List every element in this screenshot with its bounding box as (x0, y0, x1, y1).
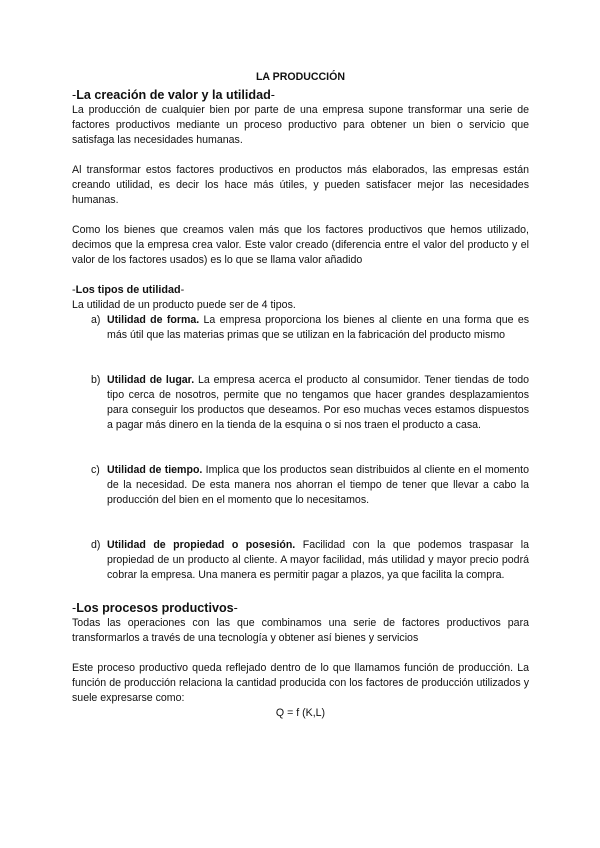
list-term: Utilidad de propiedad o posesión. (107, 539, 296, 551)
list-item (72, 313, 529, 343)
list-text: La empresa proporciona los bienes al cliente en una forma que es más útil que las materias primas que se utilizan en la fabricación del producto mismo (107, 314, 530, 341)
list-item (72, 538, 529, 583)
page-title: LA PRODUCCIÓN (255, 71, 346, 83)
section-heading-tipos: -Los tipos de utilidad- (72, 284, 185, 296)
paragraph: La utilidad de un producto puede ser de 4 tipos. (72, 299, 296, 311)
list-item (72, 463, 529, 508)
list-item (72, 373, 529, 433)
section-heading-valor: -La creación de valor y la utilidad- (72, 88, 275, 102)
production-formula: Q = f (K,L) (275, 707, 326, 719)
list-marker: d) (91, 539, 101, 551)
list-marker: c) (91, 464, 100, 476)
utility-list (72, 313, 529, 583)
paragraph: Como los bienes que creamos valen más que los factores productivos que hemos utilizado, decimos que la empresa crea valor. Este valor creado (diferencia entre el valor del producto y el valor de los factores usados) es lo que se llama valor añadido (72, 224, 529, 266)
list-term: Utilidad de tiempo. (107, 464, 203, 476)
list-text: Facilidad con la que podemos traspasar la propiedad de un producto al cliente. A mayor facilidad, más utilidad y mayor precio podrá cobrar la empresa. Una manera es permitir pagar a plazos, ya que facilita la compra. (107, 539, 529, 581)
paragraph: La producción de cualquier bien por parte de una empresa supone transformar una serie de factores productivos mediante un proceso productivo para obtener un bien o servicio que satisfaga las necesidades humanas. (72, 104, 529, 146)
list-marker: a) (91, 314, 101, 326)
paragraph: Este proceso productivo queda reflejado dentro de lo que llamamos función de producción. La función de producción relaciona la cantidad producida con los factores de producción utilizados y suele expresarse como: (72, 662, 529, 704)
list-text: Implica que los productos sean distribuidos al cliente en el momento de la necesidad. De esta manera nos ahorran el tiempo de tener que llevar a cabo la producción del bien en el momento que lo necesitamos. (107, 464, 529, 506)
document-page (72, 70, 529, 721)
paragraph: Al transformar estos factores productivos en productos más elaborados, las empresas están creando utilidad, es decir los hace más útiles, y pueden satisfacer mejor las necesidades humanas. (72, 164, 529, 206)
list-marker: b) (91, 374, 101, 386)
list-text: La empresa acerca el producto al consumidor. Tener tiendas de todo tipo cerca de nosotros, permite que no tengamos que hacer grandes desplazamientos para conseguir los productos que deseamos. Por eso muchas veces estamos dispuestos a pagar más dinero en la tienda de la esquina o si nos traen el producto a casa. (107, 374, 529, 431)
list-term: Utilidad de forma. (107, 314, 200, 326)
section-heading-procesos: -Los procesos productivos- (72, 601, 238, 615)
paragraph: Todas las operaciones con las que combinamos una serie de factores productivos para transformarlos a través de una tecnología y obtener así bienes y servicios (72, 617, 529, 644)
list-term: Utilidad de lugar. (107, 374, 195, 386)
